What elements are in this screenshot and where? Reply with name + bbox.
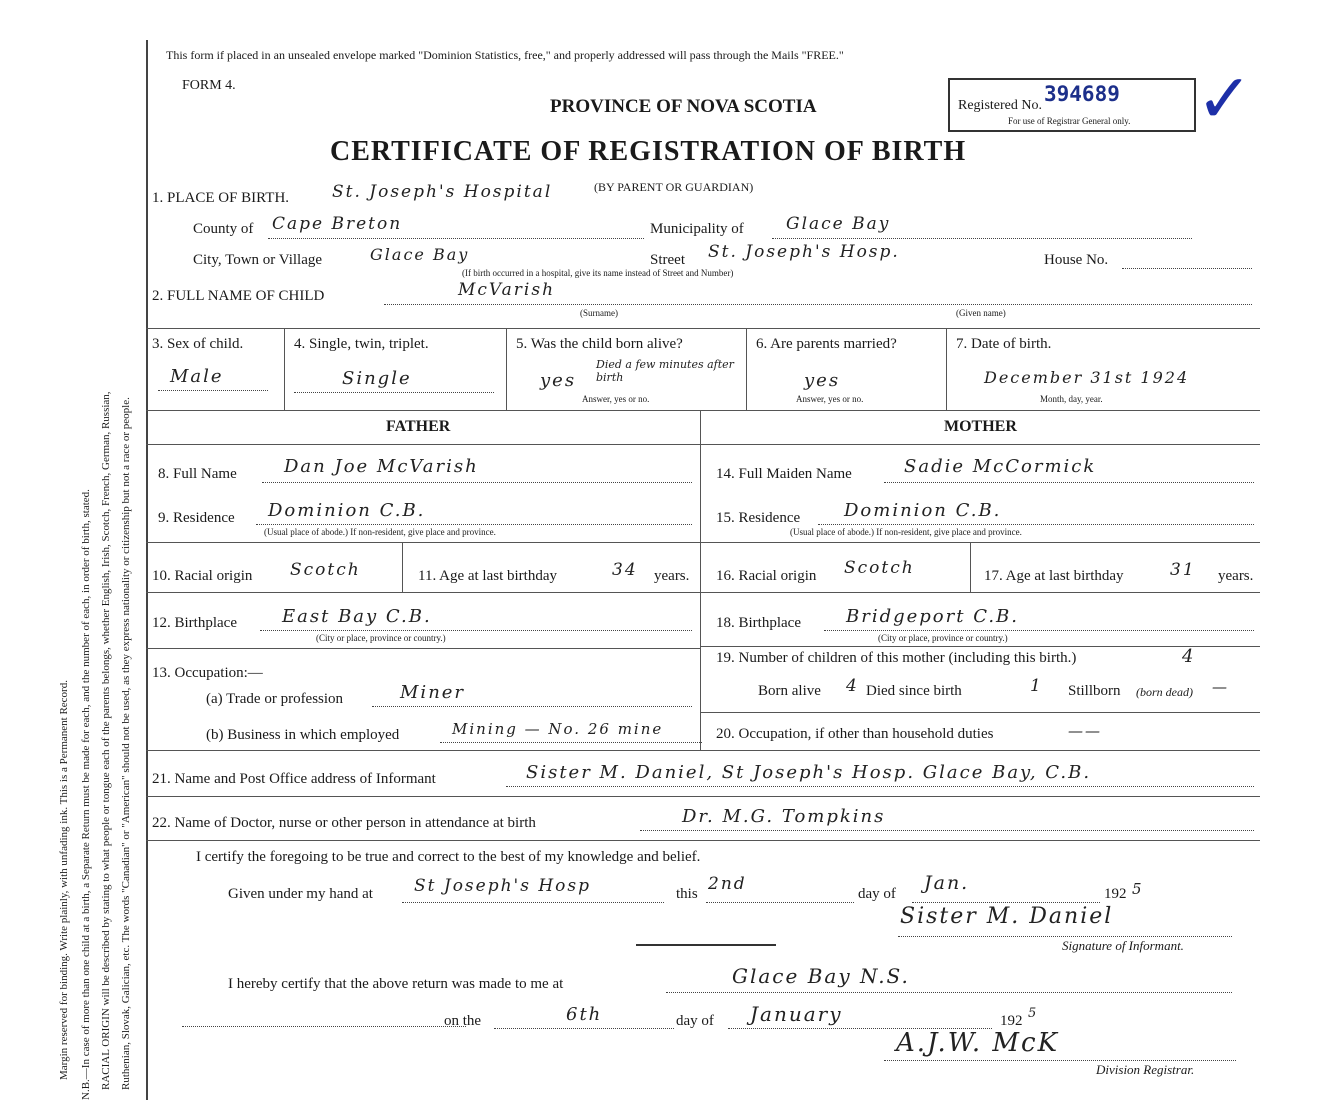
place-of-birth-value: St. Joseph's Hospital bbox=[332, 182, 553, 202]
registered-number: 394689 bbox=[1044, 82, 1120, 106]
mother-divider-4 bbox=[700, 712, 1260, 713]
doctor-value: Dr. M.G. Tompkins bbox=[682, 806, 886, 827]
sex-line bbox=[158, 390, 268, 391]
date-of-birth-caption: Month, day, year. bbox=[1040, 394, 1103, 404]
father-name-value: Dan Joe McVarish bbox=[284, 456, 479, 477]
mother-birthplace-line bbox=[824, 630, 1254, 631]
father-divider-1 bbox=[146, 542, 700, 543]
mother-divider-1 bbox=[700, 542, 1260, 543]
father-age-label: 11. Age at last birthday bbox=[418, 568, 557, 584]
father-trade-value: Miner bbox=[400, 682, 466, 703]
died-since-birth-value: 1 bbox=[1030, 676, 1043, 696]
registrar-caption: Division Registrar. bbox=[1096, 1062, 1195, 1077]
parents-married-value: yes bbox=[804, 370, 841, 391]
given-day-value: 2nd bbox=[708, 874, 747, 894]
this-label: this bbox=[676, 886, 698, 902]
street-note: (If birth occurred in a hospital, give its name instead of Street and Number) bbox=[462, 268, 734, 278]
father-divider-2 bbox=[146, 592, 700, 593]
given-place-value: St Joseph's Hosp bbox=[414, 876, 592, 896]
row3-divider-2 bbox=[506, 328, 507, 410]
single-twin-value: Single bbox=[342, 368, 412, 389]
father-mother-divider bbox=[700, 410, 701, 750]
born-alive-note: Died a few minutes after birth bbox=[596, 358, 734, 384]
certificate-title: CERTIFICATE OF REGISTRATION OF BIRTH bbox=[330, 136, 967, 167]
registered-label: Registered No. bbox=[958, 98, 1042, 113]
informant-value: Sister M. Daniel, St Joseph's Hosp. Glace Bay, C.B. bbox=[526, 762, 1092, 783]
born-alive-label: 5. Was the child born alive? bbox=[516, 336, 683, 352]
informant-signature-caption: Signature of Informant. bbox=[1062, 938, 1184, 953]
father-occupation-label: 13. Occupation:— bbox=[152, 665, 263, 681]
father-trade-line bbox=[372, 706, 692, 707]
born-alive-caption: Answer, yes or no. bbox=[582, 394, 650, 404]
row3-divider-1 bbox=[284, 328, 285, 410]
registrar-place-line bbox=[666, 992, 1232, 993]
mother-heading: MOTHER bbox=[944, 418, 1017, 435]
child-name-label: 2. FULL NAME OF CHILD bbox=[152, 288, 325, 304]
heading-underline bbox=[146, 444, 1260, 445]
informant-label: 21. Name and Post Office address of Informant bbox=[152, 771, 436, 787]
by-parent-note: (BY PARENT OR GUARDIAN) bbox=[594, 180, 754, 194]
form-number: FORM 4. bbox=[182, 78, 236, 93]
father-age-value: 34 bbox=[612, 560, 638, 580]
mother-name-label: 14. Full Maiden Name bbox=[716, 466, 852, 482]
father-racial-label: 10. Racial origin bbox=[152, 568, 253, 584]
day-of-label: day of bbox=[858, 886, 896, 902]
given-place-line bbox=[402, 902, 664, 903]
child-surname-value: McVarish bbox=[458, 280, 556, 300]
registrar-month-value: January bbox=[750, 1002, 843, 1026]
stillborn-label: Stillborn bbox=[1068, 683, 1121, 699]
single-twin-line bbox=[294, 392, 494, 393]
father-birthplace-caption: (City or place, province or country.) bbox=[316, 633, 446, 643]
certify-top bbox=[146, 840, 1260, 841]
county-value: Cape Breton bbox=[272, 214, 403, 234]
sex-label: 3. Sex of child. bbox=[152, 336, 244, 352]
municipality-value: Glace Bay bbox=[786, 214, 891, 234]
father-business-line bbox=[440, 742, 702, 743]
mother-age-label: 17. Age at last birthday bbox=[984, 568, 1124, 584]
mother-birthplace-value: Bridgeport C.B. bbox=[846, 606, 1020, 627]
mother-name-line bbox=[884, 482, 1254, 483]
given-year-prefix: 192 bbox=[1104, 886, 1127, 902]
father-residence-label: 9. Residence bbox=[158, 510, 235, 526]
date-of-birth-label: 7. Date of birth. bbox=[956, 336, 1052, 352]
born-alive-value: yes bbox=[540, 370, 577, 391]
died-since-birth-label: Died since birth bbox=[866, 683, 962, 699]
street-label: Street bbox=[650, 252, 685, 268]
mother-birthplace-caption: (City or place, province or country.) bbox=[878, 633, 1008, 643]
county-label: County of bbox=[193, 221, 254, 237]
on-the-label: on the bbox=[444, 1013, 482, 1029]
given-name-caption: (Given name) bbox=[956, 308, 1006, 318]
given-month-value: Jan. bbox=[924, 872, 970, 894]
house-number-label: House No. bbox=[1044, 252, 1109, 268]
mother-residence-label: 15. Residence bbox=[716, 510, 801, 526]
margin-note-3: RACIAL ORIGIN will be described by stating to what people or tongue each of the parents belongs, whether English, Irish, Scotch, French, German, Russian, bbox=[100, 391, 112, 1090]
registrar-year-value: 5 bbox=[1028, 1006, 1039, 1021]
father-residence-line bbox=[256, 524, 692, 525]
sex-value: Male bbox=[170, 366, 224, 387]
municipality-line bbox=[772, 238, 1192, 239]
father-residence-value: Dominion C.B. bbox=[268, 500, 426, 521]
registrar-note: For use of Registrar General only. bbox=[1008, 116, 1131, 126]
row3-divider-4 bbox=[946, 328, 947, 410]
given-under-label: Given under my hand at bbox=[228, 886, 373, 902]
mother-residence-caption: (Usual place of abode.) If non-resident, give place and province. bbox=[790, 527, 1022, 537]
father-racial-divider bbox=[402, 542, 403, 592]
given-month-line bbox=[912, 902, 1100, 903]
registrar-year-prefix: 192 bbox=[1000, 1013, 1023, 1029]
father-name-line bbox=[262, 482, 692, 483]
father-birthplace-value: East Bay C.B. bbox=[282, 606, 432, 627]
center-separator bbox=[636, 944, 776, 946]
mother-age-value: 31 bbox=[1170, 560, 1196, 580]
place-of-birth-label: 1. PLACE OF BIRTH. bbox=[152, 190, 290, 206]
father-birthplace-label: 12. Birthplace bbox=[152, 615, 237, 631]
city-value: Glace Bay bbox=[370, 245, 470, 264]
born-alive-count-value: 4 bbox=[846, 676, 859, 696]
mother-racial-label: 16. Racial origin bbox=[716, 568, 817, 584]
father-business-value: Mining — No. 26 mine bbox=[452, 720, 664, 738]
mother-divider-2 bbox=[700, 592, 1260, 593]
parents-married-caption: Answer, yes or no. bbox=[796, 394, 864, 404]
mother-occupation-label: 20. Occupation, if other than household duties bbox=[716, 726, 994, 742]
mother-racial-divider bbox=[970, 542, 971, 592]
row3-divider-3 bbox=[746, 328, 747, 410]
on-the-leading-line bbox=[182, 1026, 466, 1027]
doctor-label: 22. Name of Doctor, nurse or other person in attendance at birth bbox=[152, 815, 536, 831]
father-business-label: (b) Business in which employed bbox=[206, 727, 400, 743]
date-of-birth-value: December 31st 1924 bbox=[984, 368, 1190, 387]
registrar-day-line bbox=[494, 1028, 674, 1029]
mother-children-label: 19. Number of children of this mother (including this birth.) bbox=[716, 650, 1077, 666]
born-alive-count-label: Born alive bbox=[758, 683, 821, 699]
municipality-label: Municipality of bbox=[650, 221, 744, 237]
father-age-unit: years. bbox=[654, 568, 690, 584]
informant-signature: Sister M. Daniel bbox=[900, 904, 1114, 929]
mother-birthplace-label: 18. Birthplace bbox=[716, 615, 801, 631]
mother-name-value: Sadie McCormick bbox=[904, 456, 1097, 477]
left-border bbox=[146, 40, 148, 1100]
mother-residence-value: Dominion C.B. bbox=[844, 500, 1002, 521]
house-number-line bbox=[1122, 268, 1252, 269]
postal-note: This form if placed in an unsealed envelope marked "Dominion Statistics, free," and properly addressed will pass through the Mails "FREE." bbox=[166, 48, 844, 62]
check-mark: ✓ bbox=[1196, 60, 1253, 139]
mother-racial-value: Scotch bbox=[844, 558, 915, 578]
section-21-top bbox=[146, 750, 1260, 751]
father-trade-label: (a) Trade or profession bbox=[206, 691, 344, 707]
mother-age-unit: years. bbox=[1218, 568, 1254, 584]
surname-caption: (Surname) bbox=[580, 308, 618, 318]
margin-note-2: N.B.—In case of more than one child at a birth, a Separate Return must be made for each, and the number of each, in order of birth, stated. bbox=[80, 489, 92, 1100]
mother-residence-line bbox=[818, 524, 1254, 525]
informant-signature-line bbox=[898, 936, 1232, 937]
given-year-value: 5 bbox=[1132, 880, 1144, 898]
row3-bottom-border bbox=[146, 410, 1260, 411]
margin-note-1: Margin reserved for binding. Write plainly, with unfading ink. This is a Permanent Record. bbox=[58, 680, 70, 1080]
mother-divider-3 bbox=[700, 646, 1260, 647]
stillborn-value: — bbox=[1212, 678, 1229, 696]
single-twin-label: 4. Single, twin, triplet. bbox=[294, 336, 429, 352]
city-label: City, Town or Village bbox=[193, 252, 323, 268]
section-22-top bbox=[146, 796, 1260, 797]
registrar-statement: I hereby certify that the above return was made to me at bbox=[228, 976, 564, 992]
registrar-day-of-label: day of bbox=[676, 1013, 714, 1029]
street-value: St. Joseph's Hosp. bbox=[708, 242, 900, 262]
informant-line bbox=[506, 786, 1254, 787]
certify-statement: I certify the foregoing to be true and correct to the best of my knowledge and belief. bbox=[196, 849, 701, 865]
registrar-place-value: Glace Bay N.S. bbox=[732, 964, 910, 988]
father-residence-caption: (Usual place of abode.) If non-resident, give place and province. bbox=[264, 527, 496, 537]
child-name-line bbox=[384, 304, 1252, 305]
registrar-signature-line bbox=[884, 1060, 1236, 1061]
mother-occupation-value: —— bbox=[1068, 722, 1102, 740]
father-birthplace-line bbox=[260, 630, 692, 631]
registrar-signature: A.J.W. McK bbox=[896, 1028, 1060, 1058]
father-heading: FATHER bbox=[386, 418, 451, 435]
county-line bbox=[268, 238, 644, 239]
father-racial-value: Scotch bbox=[290, 560, 361, 580]
margin-note-4: Ruthenian, Slovak, Galician, etc. The words "Canadian" or "American" should not be used, as they express nationality or citizenship but not a race or people. bbox=[120, 397, 132, 1090]
doctor-line bbox=[640, 830, 1254, 831]
given-day-line bbox=[706, 902, 854, 903]
province-heading: PROVINCE OF NOVA SCOTIA bbox=[550, 96, 817, 117]
father-name-label: 8. Full Name bbox=[158, 466, 237, 482]
parents-married-label: 6. Are parents married? bbox=[756, 336, 897, 352]
row3-top-border bbox=[146, 328, 1260, 329]
father-divider-3 bbox=[146, 648, 700, 649]
mother-children-value: 4 bbox=[1182, 646, 1196, 667]
stillborn-note: (born dead) bbox=[1136, 685, 1193, 699]
registrar-day-value: 6th bbox=[566, 1004, 603, 1025]
